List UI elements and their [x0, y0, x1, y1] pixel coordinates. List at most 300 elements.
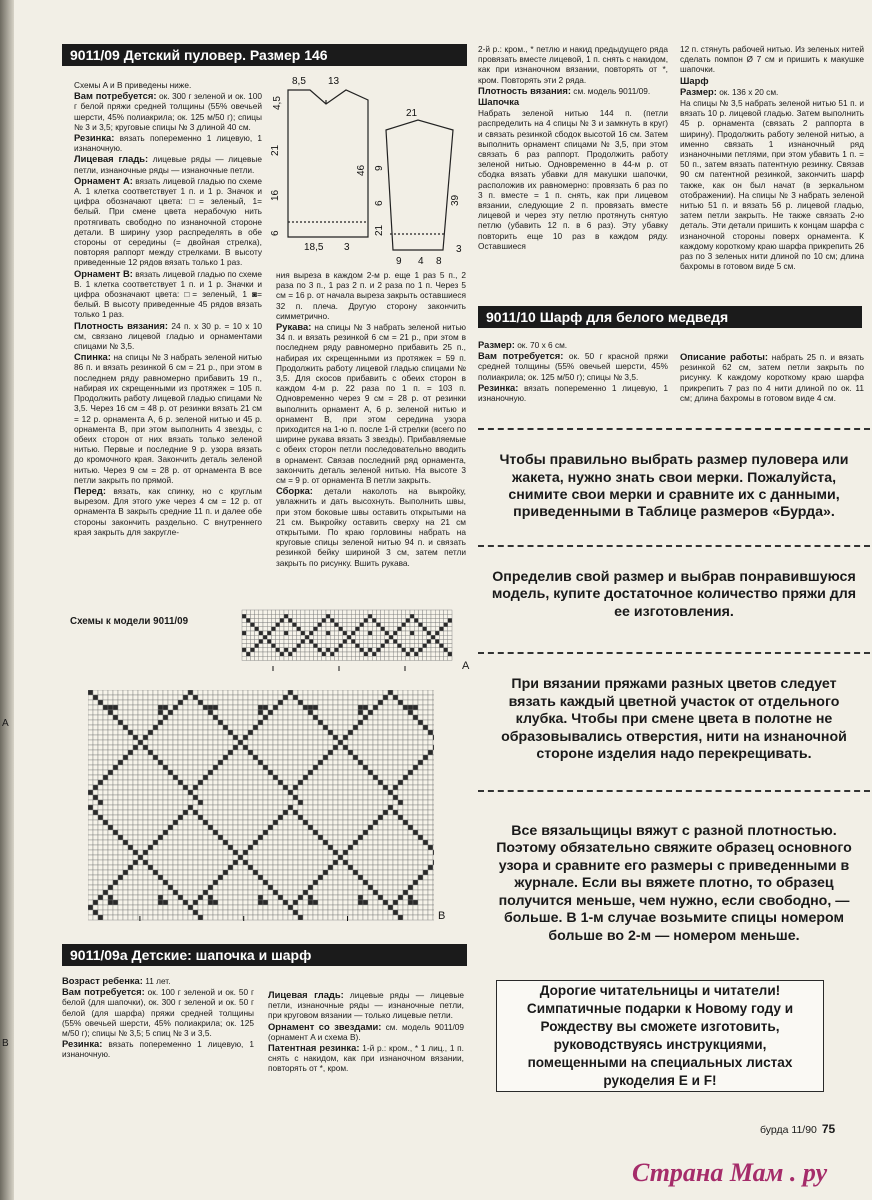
chart-cell — [223, 800, 228, 805]
chart-cell — [423, 639, 427, 643]
chart-cell — [133, 695, 138, 700]
chart-cell — [308, 900, 313, 905]
chart-cell — [408, 735, 413, 740]
chart-cell — [418, 880, 423, 885]
chart-cell — [283, 850, 288, 855]
chart-cell — [353, 865, 358, 870]
chart-cell — [143, 735, 148, 740]
chart-cell — [313, 745, 318, 750]
chart-cell — [338, 770, 343, 775]
chart-cell — [88, 825, 93, 830]
chart-cell — [398, 795, 403, 800]
chart-cell — [263, 785, 268, 790]
chart-cell — [178, 765, 183, 770]
chart-cell — [163, 775, 168, 780]
chart-cell — [193, 825, 198, 830]
chart-cell — [258, 695, 263, 700]
chart-cell — [298, 785, 303, 790]
chart-cell — [308, 790, 313, 795]
chart-cell — [373, 830, 378, 835]
chart-cell — [376, 648, 380, 652]
chart-cell — [238, 910, 243, 915]
chart-cell — [373, 760, 378, 765]
chart-cell — [433, 835, 434, 840]
chart-cell — [138, 720, 143, 725]
chart-cell — [355, 623, 359, 627]
chart-cell — [373, 785, 378, 790]
chart-cell — [372, 639, 376, 643]
chart-cell — [448, 610, 452, 614]
chart-cell — [333, 705, 338, 710]
chart-cell — [398, 805, 403, 810]
chart-cell — [348, 750, 353, 755]
chart-cell — [353, 770, 358, 775]
chart-cell — [403, 805, 408, 810]
chart-cell — [351, 639, 355, 643]
chart-cell — [423, 730, 428, 735]
chart-cell — [318, 750, 323, 755]
chart-cell — [228, 815, 233, 820]
chart-cell — [108, 820, 113, 825]
chart-cell — [163, 740, 168, 745]
chart-cell — [103, 745, 108, 750]
chart-cell — [338, 790, 343, 795]
chart-cell — [248, 765, 253, 770]
chart-cell — [128, 720, 133, 725]
chart-cell — [428, 740, 433, 745]
chart-cell — [238, 810, 243, 815]
chart-cell — [388, 825, 393, 830]
chart-cell — [178, 890, 183, 895]
chart-cell — [88, 895, 93, 900]
chart-cell — [283, 770, 288, 775]
chart-cell — [263, 795, 268, 800]
chart-cell — [263, 850, 268, 855]
chart-cell — [273, 890, 278, 895]
chart-cell — [428, 720, 433, 725]
chart-cell — [113, 785, 118, 790]
chart-cell — [228, 915, 233, 920]
chart-cell — [333, 835, 338, 840]
chart-cell — [198, 755, 203, 760]
chart-cell — [168, 905, 173, 910]
chart-cell — [138, 885, 143, 890]
chart-cell — [93, 860, 98, 865]
chart-cell — [398, 855, 403, 860]
chart-cell — [353, 690, 358, 695]
chart-cell — [381, 618, 385, 622]
chart-cell — [148, 690, 153, 695]
chart-cell — [403, 855, 408, 860]
chart-cell — [393, 910, 398, 915]
chart-cell — [293, 695, 298, 700]
chart-cell — [323, 880, 328, 885]
chart-cell — [273, 760, 278, 765]
col3-text: Набрать зеленой нитью 144 п. (петли распределить на 4 спицы № 3 и замкнуть в круг) и связать резинкой сбодок высотой 16 см. Затем выполнить орнамент спицами № 3,5, при этом связать 6 раз раппорт. Продолжить работу зеленой нитью. Одновременно в 44-м р. от сбодка вязать убавки для макушки шапочки, расположив их равномерно: провязать 6 раз по 3 п. вместе = 1 п. снять, как при лицевом вязании, следующие 2 п. провязать вместе лицевой и через эту петлю протянуть снятую петлю (убавить 12 п. в 6 раз). Эту убавку повторить еще 10 раз в каждом ряду. Оставшиеся — [478, 108, 668, 251]
chart-cell — [383, 820, 388, 825]
chart-cell — [253, 865, 258, 870]
chart-cell — [233, 745, 238, 750]
chart-cell — [273, 745, 278, 750]
scarf_left-text: ок. 70 x 6 см. — [514, 340, 568, 350]
chart-cell — [292, 631, 296, 635]
chart-cell — [433, 795, 434, 800]
chart-cell — [358, 785, 363, 790]
chart-cell — [368, 750, 373, 755]
chart-cell — [228, 700, 233, 705]
chart-cell — [128, 695, 133, 700]
chart-cell — [173, 720, 178, 725]
chart-cell — [188, 705, 193, 710]
chart-cell — [414, 627, 418, 631]
chart-cell — [198, 735, 203, 740]
chart-cell — [158, 805, 163, 810]
chart-cell — [188, 780, 193, 785]
chart-cell — [188, 915, 193, 920]
chart-cell — [318, 614, 322, 618]
chart-cell — [203, 805, 208, 810]
chart-cell — [248, 715, 253, 720]
chart-cell — [338, 690, 343, 695]
notice-readers-text: Дорогие читательницы и читатели! Симпатичные подарки к Новому году и Рождеству вы сможете изготовить, руководствуясь инструкциями, помещенными на специальных листах рукоделия E и F! — [526, 983, 794, 1088]
chart-cell — [128, 760, 133, 765]
chart-cell — [322, 648, 326, 652]
chart-cell — [423, 775, 428, 780]
chart-cell — [138, 845, 143, 850]
chart-cell — [163, 755, 168, 760]
chart-cell — [259, 631, 263, 635]
chart-cell — [118, 845, 123, 850]
chart-cell — [258, 715, 263, 720]
chart-cell — [444, 610, 448, 614]
chart-cell — [178, 875, 183, 880]
chart-cell — [271, 623, 275, 627]
chart-cell — [228, 900, 233, 905]
chart-cell — [198, 700, 203, 705]
chart-cell — [128, 770, 133, 775]
chart-cell — [248, 870, 253, 875]
chart-cell — [218, 695, 223, 700]
chart-cell — [288, 805, 293, 810]
chart-cell — [338, 915, 343, 920]
chart-cell — [263, 805, 268, 810]
chart-cell — [103, 845, 108, 850]
chart-cell — [338, 745, 343, 750]
notice-size-text: Чтобы правильно выбрать размер пуловера или жакета, нужно знать свои мерки. Пожалуйста, снимите свои мерки и сравните их с данными, приведенными в Таблице размеров «Бурда». — [499, 452, 849, 521]
chart-cell — [423, 610, 427, 614]
chart-cell — [113, 825, 118, 830]
chart-cell — [93, 765, 98, 770]
chart-cell — [318, 805, 323, 810]
chart-cell — [408, 690, 413, 695]
chart-cell — [428, 845, 433, 850]
chart-cell — [148, 735, 153, 740]
chart-cell — [313, 775, 318, 780]
chart-cell — [158, 825, 163, 830]
chart-cell — [246, 635, 250, 639]
chart-cell — [113, 695, 118, 700]
chart-cell — [173, 750, 178, 755]
chart-cell — [351, 627, 355, 631]
chart-cell — [383, 785, 388, 790]
chart-cell — [358, 790, 363, 795]
chart-cell — [258, 885, 263, 890]
chart-cell — [138, 900, 143, 905]
chart-cell — [198, 705, 203, 710]
chart-cell — [93, 870, 98, 875]
chart-cell — [253, 690, 258, 695]
chart-cell — [123, 830, 128, 835]
chart-cell — [293, 830, 298, 835]
chart-cell — [301, 635, 305, 639]
chart-cell — [268, 870, 273, 875]
chart-cell — [108, 705, 113, 710]
chart-cell — [347, 631, 351, 635]
chart-cell — [255, 648, 259, 652]
chart-cell — [313, 730, 318, 735]
chart-cell — [268, 795, 273, 800]
chart-cell — [203, 740, 208, 745]
chart-cell — [368, 705, 373, 710]
chart-cell — [143, 845, 148, 850]
chart-cell — [283, 825, 288, 830]
chart-cell — [343, 715, 348, 720]
chart-cell — [223, 745, 228, 750]
chart-cell — [328, 755, 333, 760]
chart-cell — [123, 905, 128, 910]
chart-cell — [108, 750, 113, 755]
chart-cell — [263, 715, 268, 720]
chart-cell — [218, 730, 223, 735]
chart-cell — [93, 835, 98, 840]
chart-cell — [278, 740, 283, 745]
chart-cell — [358, 810, 363, 815]
chart-cell — [358, 825, 363, 830]
chart-cell — [343, 618, 347, 622]
chart-cell — [313, 770, 318, 775]
chart-cell — [278, 865, 283, 870]
chart-cell — [433, 750, 434, 755]
chart-cell — [309, 618, 313, 622]
chart-cell — [408, 845, 413, 850]
chart-cell — [372, 644, 376, 648]
chart-cell — [168, 825, 173, 830]
chart-cell — [358, 905, 363, 910]
chart-cell — [292, 610, 296, 614]
chart-cell — [168, 775, 173, 780]
chart-cell — [233, 850, 238, 855]
chart-cell — [268, 895, 273, 900]
chart-cell — [193, 775, 198, 780]
chart-cell — [373, 705, 378, 710]
chart-cell — [388, 805, 393, 810]
chart-cell — [168, 710, 173, 715]
chart-cell — [288, 900, 293, 905]
chart-cell — [358, 760, 363, 765]
chart-cell — [273, 790, 278, 795]
chart-cell — [128, 755, 133, 760]
chart-cell — [330, 639, 334, 643]
chart-cell — [293, 905, 298, 910]
chart-cell — [333, 700, 338, 705]
chart-cell — [363, 790, 368, 795]
chart-cell — [333, 850, 338, 855]
chart-cell — [243, 830, 248, 835]
chart-cell — [88, 760, 93, 765]
chart-cell — [322, 639, 326, 643]
chart-cell — [268, 845, 273, 850]
chart-cell — [278, 785, 283, 790]
col3-paragraph — [478, 44, 668, 85]
chart-cell — [158, 710, 163, 715]
chart-cell — [348, 745, 353, 750]
chart-cell — [353, 695, 358, 700]
chart-cell — [243, 815, 248, 820]
chart-cell — [393, 800, 398, 805]
chart-cell — [388, 880, 393, 885]
chart-cell — [413, 705, 418, 710]
chart-cell — [378, 795, 383, 800]
chart-cell — [298, 805, 303, 810]
chart-cell — [103, 710, 108, 715]
chart-cell — [218, 915, 223, 920]
chart-cell — [238, 880, 243, 885]
chart-cell — [173, 865, 178, 870]
chart-cell — [408, 730, 413, 735]
chart-cell — [413, 785, 418, 790]
chart-cell — [433, 710, 434, 715]
dim-back-1: 13 — [328, 76, 340, 87]
chart-cell — [313, 860, 318, 865]
chart-cell — [108, 900, 113, 905]
chart-cell — [173, 905, 178, 910]
chart-cell — [223, 820, 228, 825]
chart-cell — [143, 715, 148, 720]
chart-cell — [413, 790, 418, 795]
chart-cell — [128, 805, 133, 810]
chart-cell — [267, 627, 271, 631]
chart-cell — [313, 890, 318, 895]
col1-paragraph — [74, 80, 262, 90]
chart-cell — [113, 885, 118, 890]
chart-cell — [283, 800, 288, 805]
chart-cell — [313, 855, 318, 860]
chart-cell — [328, 700, 333, 705]
chart-cell — [323, 825, 328, 830]
chart-cell — [223, 695, 228, 700]
chart-cell — [328, 735, 333, 740]
chart-cell — [298, 720, 303, 725]
chart-cell — [268, 875, 273, 880]
chart-cell — [123, 810, 128, 815]
chart-cell — [363, 845, 368, 850]
chart-cell — [293, 910, 298, 915]
chart-cell — [338, 760, 343, 765]
chart-cell — [301, 656, 305, 660]
chart-cell — [373, 905, 378, 910]
chart-cell — [173, 890, 178, 895]
chart-cell — [413, 900, 418, 905]
chart-cell — [246, 623, 250, 627]
chart-a — [240, 606, 460, 672]
chart-cell — [288, 855, 293, 860]
chart-cell — [213, 715, 218, 720]
chart-cell — [410, 656, 414, 660]
chart-cell — [278, 780, 283, 785]
chart-cell — [410, 648, 414, 652]
chart-cell — [385, 614, 389, 618]
chart-cell — [128, 870, 133, 875]
chart-cell — [138, 735, 143, 740]
chart-cell — [323, 700, 328, 705]
chart-cell — [233, 815, 238, 820]
chart-cell — [183, 750, 188, 755]
chart-cell — [243, 795, 248, 800]
chart-cell — [233, 750, 238, 755]
chart-cell — [253, 835, 258, 840]
chart-cell — [259, 656, 263, 660]
chart-cell — [248, 710, 253, 715]
chart-cell — [393, 810, 398, 815]
col2-label: Сборка: — [276, 485, 313, 497]
chart-cell — [413, 765, 418, 770]
chart-cell — [363, 735, 368, 740]
chart-cell — [293, 865, 298, 870]
chart-cell — [93, 705, 98, 710]
chart-cell — [128, 745, 133, 750]
chart-cell — [313, 785, 318, 790]
chart-cell — [273, 795, 278, 800]
chart-cell — [198, 745, 203, 750]
chart-cell — [303, 915, 308, 920]
chart-cell — [248, 725, 253, 730]
chart-cell — [255, 656, 259, 660]
chart-cell — [293, 760, 298, 765]
chart-cell — [173, 730, 178, 735]
chart-cell — [318, 775, 323, 780]
chart-cell — [243, 900, 248, 905]
chart-cell — [233, 705, 238, 710]
chart-cell — [123, 745, 128, 750]
chart-cell — [143, 775, 148, 780]
chart-cell — [433, 830, 434, 835]
chart-cell — [378, 690, 383, 695]
chart-cell — [123, 880, 128, 885]
chart-cell — [333, 855, 338, 860]
chart-cell — [128, 890, 133, 895]
chart-cell — [283, 815, 288, 820]
chart-cell — [363, 915, 368, 920]
chart-cell — [258, 740, 263, 745]
chart-cell — [143, 905, 148, 910]
chart-cell — [108, 795, 113, 800]
chart-cell — [360, 610, 364, 614]
chart-cell — [188, 910, 193, 915]
chart-cell — [88, 770, 93, 775]
chart-cell — [292, 618, 296, 622]
chart-cell — [318, 710, 323, 715]
column-2 — [276, 270, 466, 610]
chart-cell — [383, 845, 388, 850]
chart-cell — [173, 760, 178, 765]
chart-cell — [334, 610, 338, 614]
chart-cell — [183, 690, 188, 695]
chart-cell — [118, 720, 123, 725]
chart-cell — [338, 850, 343, 855]
chart-cell — [414, 631, 418, 635]
chart-cell — [148, 875, 153, 880]
chart-cell — [363, 885, 368, 890]
